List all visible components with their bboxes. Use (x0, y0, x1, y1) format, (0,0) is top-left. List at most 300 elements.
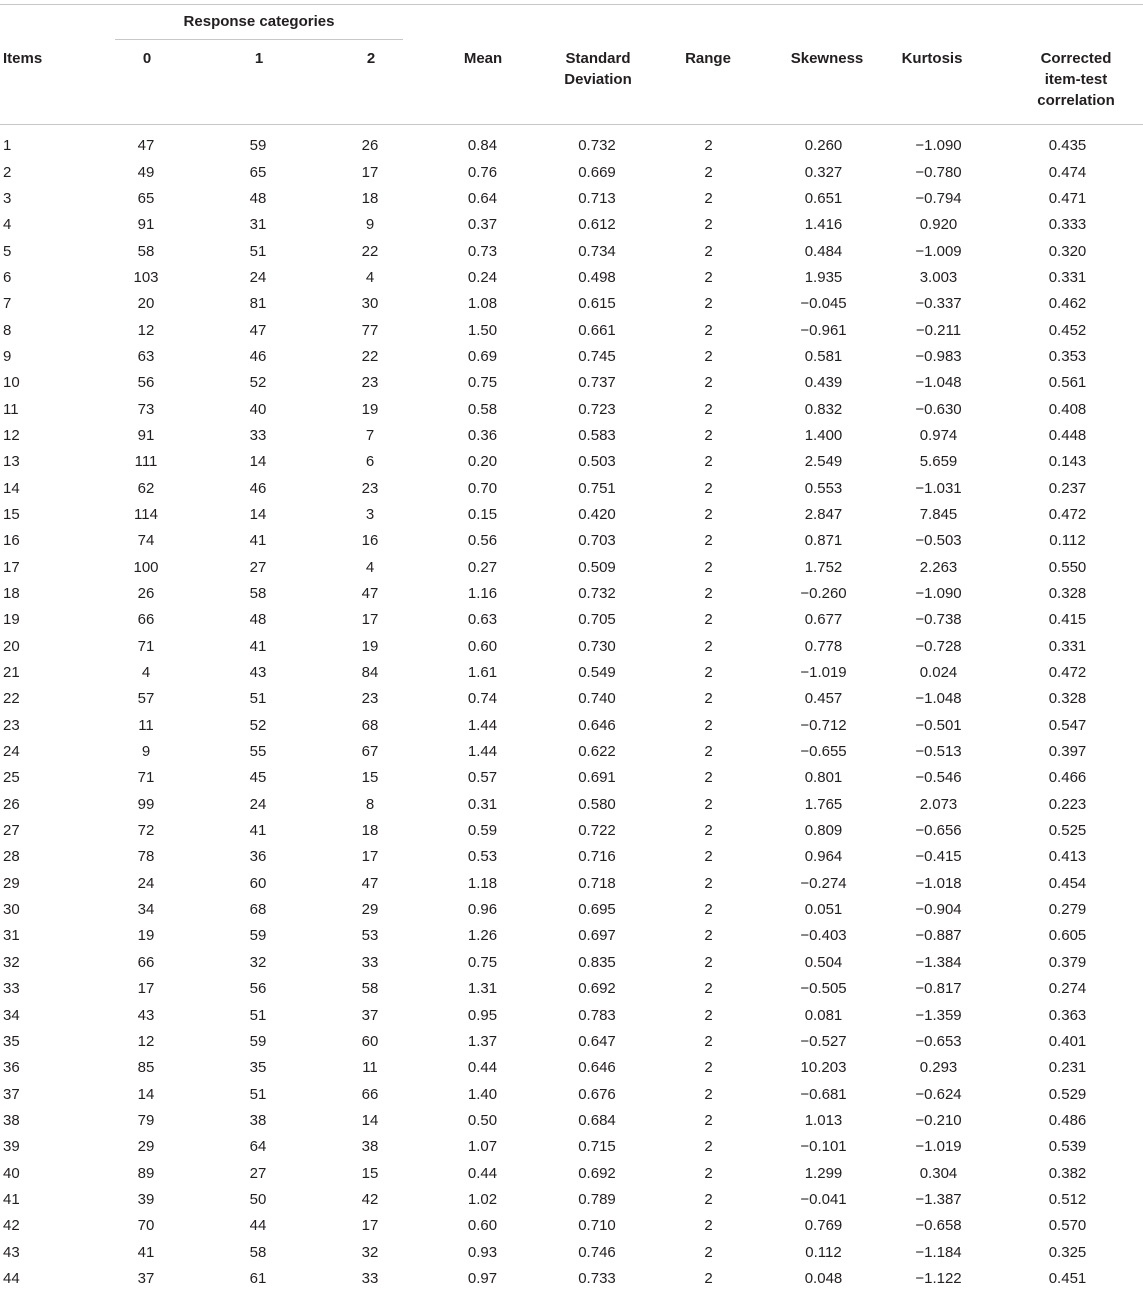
kurtosis-cell: 3.003 (919, 268, 958, 286)
range-cell: 2 (704, 347, 713, 365)
mean-cell: 1.08 (467, 295, 498, 313)
count-2-cell: 38 (361, 1138, 379, 1156)
mean-cell: 0.53 (467, 848, 498, 866)
table-row (0, 844, 1143, 870)
correlation-cell: 0.454 (1048, 874, 1087, 892)
count-1-cell: 44 (249, 1217, 267, 1235)
kurtosis-cell: −1.031 (915, 479, 962, 497)
skewness-cell: 0.769 (804, 1217, 843, 1235)
kurtosis-cell: 0.024 (919, 664, 958, 682)
skewness-cell: 0.327 (804, 163, 843, 181)
count-2-cell: 7 (365, 426, 375, 444)
range-cell: 2 (704, 1269, 713, 1287)
table-row (0, 792, 1143, 818)
skewness-cell: 10.203 (800, 1059, 847, 1077)
item-cell: 25 (3, 769, 20, 787)
count-1-cell: 55 (249, 743, 267, 761)
count-0-cell: 11 (138, 716, 154, 734)
count-1-cell: 60 (249, 874, 267, 892)
range-cell: 2 (704, 716, 713, 734)
correlation-cell: 0.397 (1048, 743, 1087, 761)
skewness-cell: −0.403 (800, 927, 847, 945)
item-cell: 40 (3, 1164, 20, 1182)
sd-cell: 0.835 (578, 953, 616, 971)
count-1-cell: 43 (249, 664, 267, 682)
table-row (0, 1081, 1143, 1107)
sd-cell: 0.789 (578, 1190, 616, 1208)
table-row (0, 159, 1143, 185)
range-cell: 2 (704, 1217, 713, 1235)
mean-cell: 1.07 (467, 1138, 498, 1156)
kurtosis-cell: 2.073 (919, 795, 958, 813)
kurtosis-cell: −0.501 (915, 716, 962, 734)
count-0-cell: 70 (137, 1217, 155, 1235)
item-cell: 26 (3, 795, 20, 813)
table-row (0, 897, 1143, 923)
count-2-cell: 4 (365, 268, 375, 286)
count-1-cell: 59 (249, 1032, 267, 1050)
item-cell: 17 (3, 558, 20, 576)
count-2-cell: 11 (362, 1059, 378, 1077)
count-1-cell: 46 (249, 347, 267, 365)
table-row (0, 1187, 1143, 1213)
kurtosis-cell: −0.817 (915, 980, 962, 998)
count-0-cell: 49 (137, 163, 155, 181)
item-cell: 1 (3, 137, 12, 155)
table-row (0, 1160, 1143, 1186)
item-cell: 37 (3, 1085, 20, 1103)
count-2-cell: 23 (361, 479, 379, 497)
count-2-cell: 42 (361, 1190, 379, 1208)
count-2-cell: 17 (361, 163, 379, 181)
item-cell: 38 (3, 1111, 20, 1129)
correlation-cell: 0.353 (1048, 347, 1087, 365)
count-0-cell: 26 (137, 585, 155, 603)
count-1-cell: 24 (249, 268, 267, 286)
mean-cell: 1.44 (467, 716, 498, 734)
count-0-cell: 12 (137, 321, 155, 339)
skewness-cell: 0.051 (804, 901, 843, 919)
count-1-cell: 51 (249, 1006, 267, 1024)
mean-cell: 0.70 (467, 479, 498, 497)
correlation-cell: 0.466 (1048, 769, 1087, 787)
mean-cell: 0.27 (467, 558, 498, 576)
skewness-cell: 0.677 (804, 611, 843, 629)
range-cell: 2 (704, 664, 713, 682)
mean-cell: 0.75 (467, 374, 498, 392)
mean-cell: 1.50 (467, 321, 498, 339)
sd-cell: 0.420 (578, 505, 616, 523)
skewness-cell: 2.549 (804, 453, 843, 471)
table-row (0, 291, 1143, 317)
kurtosis-cell: −0.503 (915, 532, 962, 550)
count-2-cell: 8 (365, 795, 375, 813)
count-2-cell: 58 (361, 980, 379, 998)
count-1-cell: 40 (249, 400, 267, 418)
count-1-cell: 41 (249, 822, 267, 840)
count-1-cell: 35 (249, 1059, 267, 1077)
count-0-cell: 9 (141, 743, 151, 761)
kurtosis-cell: 2.263 (919, 558, 958, 576)
range-cell: 2 (704, 163, 713, 181)
item-cell: 20 (3, 637, 20, 655)
item-cell: 10 (3, 374, 20, 392)
kurtosis-cell: −1.359 (915, 1006, 962, 1024)
count-1-cell: 14 (249, 505, 267, 523)
sd-header-line-2: Deviation (564, 71, 632, 88)
correlation-cell: 0.333 (1048, 216, 1087, 234)
correlation-cell: 0.472 (1048, 505, 1087, 523)
range-cell: 2 (704, 1111, 713, 1129)
correlation-cell: 0.408 (1048, 400, 1087, 418)
sd-cell: 0.692 (578, 1164, 616, 1182)
table-row (0, 238, 1143, 264)
sd-cell: 0.710 (578, 1217, 616, 1235)
correlation-cell: 0.237 (1048, 479, 1087, 497)
count-0-cell: 34 (137, 901, 155, 919)
item-cell: 34 (3, 1006, 20, 1024)
correlation-cell: 0.382 (1048, 1164, 1087, 1182)
sd-cell: 0.737 (578, 374, 616, 392)
correlation-cell: 0.112 (1049, 532, 1086, 550)
count-2-cell: 14 (361, 1111, 379, 1129)
count-1-cell: 32 (249, 953, 267, 971)
count-2-cell: 22 (361, 242, 379, 260)
kurtosis-cell: −0.337 (915, 295, 962, 313)
count-2-cell: 32 (361, 1243, 379, 1261)
range-cell: 2 (704, 848, 713, 866)
kurtosis-cell: −0.656 (915, 822, 962, 840)
count-0-cell: 71 (137, 637, 155, 655)
range-cell: 2 (704, 137, 713, 155)
kurtosis-cell: −0.983 (915, 347, 962, 365)
skewness-cell: 1.765 (804, 795, 843, 813)
table-row (0, 396, 1143, 422)
correlation-cell: 0.448 (1048, 426, 1087, 444)
sd-cell: 0.783 (578, 1006, 616, 1024)
header-rule (0, 124, 1143, 125)
count-2-cell: 37 (361, 1006, 379, 1024)
range-cell: 2 (704, 822, 713, 840)
correlation-cell: 0.328 (1048, 585, 1087, 603)
kurtosis-cell: −1.018 (915, 874, 962, 892)
count-0-cell: 12 (137, 1032, 155, 1050)
correlation-cell: 0.320 (1048, 242, 1087, 260)
correlation-cell: 0.325 (1048, 1243, 1087, 1261)
mean-cell: 0.56 (467, 532, 498, 550)
range-cell: 2 (704, 479, 713, 497)
range-cell: 2 (704, 1190, 713, 1208)
kurtosis-cell: 0.920 (919, 216, 958, 234)
count-0-cell: 79 (137, 1111, 155, 1129)
count-0-cell: 73 (137, 400, 155, 418)
table-row (0, 976, 1143, 1002)
correlation-cell: 0.451 (1048, 1269, 1087, 1287)
mean-cell: 1.44 (467, 743, 498, 761)
skewness-cell: 0.553 (804, 479, 843, 497)
skewness-cell: 0.048 (804, 1269, 843, 1287)
correlation-cell: 0.561 (1048, 374, 1087, 392)
count-1-cell: 58 (249, 585, 267, 603)
item-cell: 6 (3, 268, 12, 286)
sd-cell: 0.615 (578, 295, 616, 313)
skewness-cell: 0.809 (804, 822, 843, 840)
mean-cell: 0.59 (467, 822, 498, 840)
mean-cell: 0.15 (467, 505, 498, 523)
count-0-cell: 24 (137, 874, 155, 892)
range-cell: 2 (704, 1138, 713, 1156)
count-0-cell: 74 (137, 532, 155, 550)
correlation-cell: 0.570 (1048, 1217, 1087, 1235)
skewness-cell: −0.681 (800, 1085, 847, 1103)
mean-cell: 0.50 (467, 1111, 498, 1129)
sd-cell: 0.647 (578, 1032, 616, 1050)
item-cell: 2 (3, 163, 12, 181)
correlation-header (1016, 48, 1136, 111)
correlation-cell: 0.486 (1048, 1111, 1087, 1129)
count-1-cell: 68 (249, 901, 267, 919)
mean-cell: 0.96 (467, 901, 498, 919)
count-2-cell: 33 (361, 953, 379, 971)
sd-cell: 0.669 (578, 163, 616, 181)
sd-cell: 0.692 (578, 980, 616, 998)
kurtosis-cell: −0.887 (915, 927, 962, 945)
count-2-cell: 22 (361, 347, 379, 365)
category-1-header: 1 (254, 50, 264, 67)
mean-cell: 1.61 (467, 664, 498, 682)
count-0-cell: 89 (137, 1164, 155, 1182)
sd-cell: 0.498 (578, 268, 616, 286)
item-cell: 13 (3, 453, 20, 471)
correlation-header-line-2: item-test (1044, 71, 1108, 88)
item-cell: 39 (3, 1138, 20, 1156)
range-cell: 2 (704, 743, 713, 761)
kurtosis-cell: −1.090 (915, 585, 962, 603)
mean-cell: 1.40 (467, 1085, 498, 1103)
count-0-cell: 41 (137, 1243, 155, 1261)
count-0-cell: 47 (137, 137, 155, 155)
skewness-cell: 2.847 (804, 505, 843, 523)
mean-cell: 1.16 (467, 585, 498, 603)
kurtosis-cell: −1.048 (915, 690, 962, 708)
table-row (0, 528, 1143, 554)
count-0-cell: 39 (137, 1190, 155, 1208)
count-2-cell: 68 (361, 716, 379, 734)
count-1-cell: 56 (249, 980, 267, 998)
skewness-cell: 1.935 (804, 268, 843, 286)
correlation-cell: 0.605 (1048, 927, 1087, 945)
item-cell: 23 (3, 716, 20, 734)
kurtosis-cell: −0.738 (915, 611, 962, 629)
table-row (0, 1029, 1143, 1055)
correlation-cell: 0.328 (1048, 690, 1087, 708)
count-2-cell: 77 (361, 321, 379, 339)
item-cell: 35 (3, 1032, 20, 1050)
count-1-cell: 51 (249, 1085, 267, 1103)
kurtosis-cell: 0.293 (919, 1059, 958, 1077)
mean-cell: 0.58 (467, 400, 498, 418)
sd-cell: 0.583 (578, 426, 616, 444)
skewness-cell: 1.299 (804, 1164, 843, 1182)
range-cell: 2 (704, 874, 713, 892)
count-2-cell: 17 (361, 1217, 379, 1235)
table-row (0, 660, 1143, 686)
range-cell: 2 (704, 690, 713, 708)
count-0-cell: 4 (141, 664, 151, 682)
range-cell: 2 (704, 505, 713, 523)
top-rule (0, 4, 1143, 5)
sd-cell: 0.661 (578, 321, 616, 339)
correlation-cell: 0.223 (1048, 795, 1087, 813)
count-1-cell: 52 (249, 374, 267, 392)
count-2-cell: 19 (361, 400, 379, 418)
count-1-cell: 41 (249, 532, 267, 550)
table-row (0, 950, 1143, 976)
count-1-cell: 65 (249, 163, 267, 181)
sd-cell: 0.730 (578, 637, 616, 655)
range-cell: 2 (704, 295, 713, 313)
correlation-cell: 0.274 (1048, 980, 1087, 998)
kurtosis-cell: −1.019 (915, 1138, 962, 1156)
sd-cell: 0.503 (578, 453, 616, 471)
count-1-cell: 41 (249, 637, 267, 655)
table-row (0, 765, 1143, 791)
kurtosis-header: Kurtosis (901, 50, 963, 67)
range-cell: 2 (704, 532, 713, 550)
sd-cell: 0.745 (578, 347, 616, 365)
table-row (0, 1108, 1143, 1134)
range-cell: 2 (704, 216, 713, 234)
count-1-cell: 46 (249, 479, 267, 497)
sd-header-line-1: Standard (565, 50, 631, 67)
item-cell: 14 (3, 479, 20, 497)
range-cell: 2 (704, 321, 713, 339)
correlation-cell: 0.512 (1048, 1190, 1087, 1208)
range-cell: 2 (704, 1006, 713, 1024)
mean-cell: 0.44 (467, 1164, 498, 1182)
correlation-header-line-3: correlation (1037, 92, 1115, 109)
skewness-cell: 0.964 (804, 848, 843, 866)
table-row (0, 607, 1143, 633)
mean-cell: 1.18 (467, 874, 498, 892)
item-cell: 11 (3, 400, 19, 418)
item-cell: 22 (3, 690, 20, 708)
range-cell: 2 (704, 901, 713, 919)
correlation-cell: 0.231 (1048, 1059, 1087, 1077)
table-row (0, 133, 1143, 159)
skewness-cell: −0.045 (800, 295, 847, 313)
range-cell: 2 (704, 980, 713, 998)
count-2-cell: 33 (361, 1269, 379, 1287)
count-2-cell: 15 (361, 769, 379, 787)
count-2-cell: 29 (361, 901, 379, 919)
mean-cell: 0.63 (467, 611, 498, 629)
correlation-cell: 0.379 (1048, 953, 1087, 971)
correlation-cell: 0.401 (1048, 1032, 1087, 1050)
sd-cell: 0.646 (578, 716, 616, 734)
skewness-cell: −0.712 (800, 716, 847, 734)
count-2-cell: 19 (361, 637, 379, 655)
count-2-cell: 3 (365, 505, 375, 523)
table-row (0, 186, 1143, 212)
count-1-cell: 58 (249, 1243, 267, 1261)
item-cell: 16 (3, 532, 20, 550)
kurtosis-cell: −1.184 (915, 1243, 962, 1261)
count-1-cell: 51 (249, 242, 267, 260)
count-0-cell: 29 (137, 1138, 155, 1156)
table-row (0, 423, 1143, 449)
kurtosis-cell: −1.009 (915, 242, 962, 260)
count-1-cell: 27 (249, 1164, 267, 1182)
count-0-cell: 85 (137, 1059, 155, 1077)
count-0-cell: 66 (137, 611, 155, 629)
table-row (0, 475, 1143, 501)
count-2-cell: 67 (361, 743, 379, 761)
skewness-cell: −0.961 (800, 321, 847, 339)
correlation-cell: 0.525 (1048, 822, 1087, 840)
mean-cell: 0.20 (467, 453, 498, 471)
count-0-cell: 91 (137, 426, 155, 444)
count-0-cell: 20 (137, 295, 155, 313)
table-row (0, 344, 1143, 370)
sd-cell: 0.612 (578, 216, 616, 234)
count-2-cell: 23 (361, 374, 379, 392)
kurtosis-cell: −1.122 (915, 1269, 962, 1287)
skewness-cell: 0.457 (804, 690, 843, 708)
mean-cell: 0.74 (467, 690, 498, 708)
table-row (0, 634, 1143, 660)
table-row (0, 370, 1143, 396)
correlation-cell: 0.413 (1048, 848, 1087, 866)
item-cell: 3 (3, 189, 12, 207)
items-header: Items (3, 50, 43, 67)
count-2-cell: 9 (365, 216, 375, 234)
count-1-cell: 24 (249, 795, 267, 813)
mean-cell: 0.31 (467, 795, 498, 813)
mean-cell: 0.60 (467, 637, 498, 655)
sd-cell: 0.646 (578, 1059, 616, 1077)
table-row (0, 818, 1143, 844)
mean-cell: 1.26 (467, 927, 498, 945)
range-cell: 2 (704, 927, 713, 945)
skewness-cell: −0.101 (800, 1138, 847, 1156)
mean-cell: 0.37 (467, 216, 498, 234)
count-0-cell: 43 (137, 1006, 155, 1024)
skewness-cell: 0.778 (804, 637, 843, 655)
group-underline (115, 39, 403, 40)
skewness-cell: −0.041 (800, 1190, 847, 1208)
item-cell: 44 (3, 1269, 20, 1287)
skewness-cell: 0.260 (804, 137, 843, 155)
item-cell: 9 (3, 347, 12, 365)
range-header: Range (685, 50, 731, 67)
skewness-cell: −0.655 (800, 743, 847, 761)
count-1-cell: 48 (249, 611, 267, 629)
count-0-cell: 17 (137, 980, 155, 998)
count-2-cell: 15 (361, 1164, 379, 1182)
count-2-cell: 16 (361, 532, 379, 550)
correlation-header-line-1: Corrected (1040, 50, 1112, 67)
range-cell: 2 (704, 268, 713, 286)
skewness-cell: 0.504 (804, 953, 843, 971)
item-cell: 19 (3, 611, 20, 629)
sd-cell: 0.751 (578, 479, 616, 497)
item-cell: 24 (3, 743, 20, 761)
skewness-cell: 0.871 (804, 532, 843, 550)
kurtosis-cell: −0.630 (915, 400, 962, 418)
count-0-cell: 103 (133, 268, 159, 286)
count-2-cell: 26 (361, 137, 379, 155)
